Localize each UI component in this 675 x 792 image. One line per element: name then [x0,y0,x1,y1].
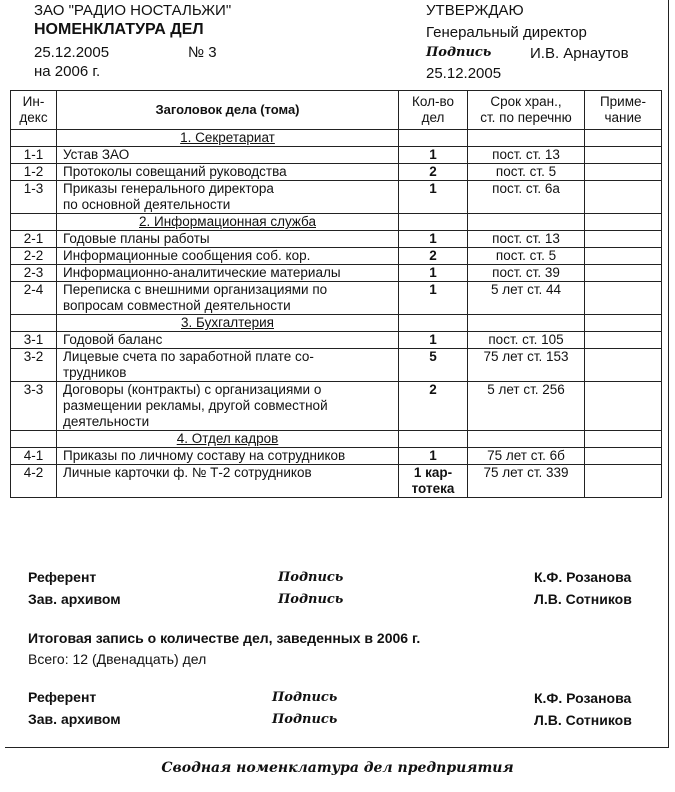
table-header-row [11,91,662,130]
sig2-sign-1: Подпись [272,690,338,705]
cell-count: 5 [399,349,468,382]
table-row [11,181,662,214]
cell-count: 2 [399,382,468,431]
cell-note [585,465,662,498]
nomenclature-table [10,90,662,498]
sig2-role-2: Зав. архивом [28,711,121,727]
cell-index: 4-2 [11,465,57,498]
cell-count: 2 [399,164,468,181]
cell-index: 2-1 [11,231,57,248]
sig1-name-1: К.Ф. Розанова [534,569,632,585]
cell-title: Приказы генерального директора по основной деятельности [57,181,399,214]
table-row [11,147,662,164]
section-index-cell [11,431,57,448]
cell-note [585,332,662,349]
approve-label: УТВЕРЖДАЮ [426,2,524,19]
table-row [11,265,662,282]
cell-title: Лицевые счета по заработной плате со- трудников [57,349,399,382]
cell-count: 1 [399,282,468,315]
cell-term: пост. ст. 5 [468,164,585,181]
sig1-name-2: Л.В. Сотников [534,591,632,607]
cell-index: 3-1 [11,332,57,349]
cell-note [585,181,662,214]
empty-cell [585,431,662,448]
sig2-name-2: Л.В. Сотников [534,712,632,728]
header-index: Ин- декс [11,91,57,130]
approver-name: И.В. Арнаутов [530,45,629,62]
approver-position: Генеральный директор [426,24,587,41]
cell-count: 1 [399,265,468,282]
cell-index: 4-1 [11,448,57,465]
section-title-cell [57,214,399,231]
sig2-role-1: Референт [28,689,97,705]
cell-count: 1 [399,181,468,214]
empty-cell [468,130,585,147]
section-title: 4. Отдел кадров [176,431,279,446]
cell-index: 1-1 [11,147,57,164]
cell-term: 5 лет ст. 256 [468,382,585,431]
cell-term: пост. ст. 6а [468,181,585,214]
doc-title: НОМЕНКЛАТУРА ДЕЛ [34,21,204,38]
cell-title: Информационные сообщения соб. кор. [57,248,399,265]
cell-term: 75 лет ст. 339 [468,465,585,498]
summary-line-2: Всего: 12 (Двенадцать) дел [28,651,207,667]
sig1-sign-1: Подпись [278,570,344,585]
cell-note [585,282,662,315]
table-row [11,349,662,382]
cell-title: Годовые планы работы [57,231,399,248]
cell-term: пост. ст. 13 [468,231,585,248]
cell-title: Договоры (контракты) с организациями о размещении рекламы, другой совместной деятельности [57,382,399,431]
cell-note [585,349,662,382]
empty-cell [468,315,585,332]
table-row [11,382,662,431]
cell-count: 1 [399,332,468,349]
section-title-cell [57,130,399,147]
section-title: 1. Секретариат [180,130,275,145]
cell-index: 2-2 [11,248,57,265]
cell-title: Приказы по личному составу на сотрудников [57,448,399,465]
cell-term: 75 лет ст. 153 [468,349,585,382]
cell-count: 2 [399,248,468,265]
cell-index: 2-4 [11,282,57,315]
empty-cell [585,130,662,147]
cell-index: 1-3 [11,181,57,214]
cell-index: 1-2 [11,164,57,181]
section-index-cell [11,315,57,332]
table-row [11,465,662,498]
cell-term: пост. ст. 13 [468,147,585,164]
section-title-cell [57,315,399,332]
empty-cell [399,130,468,147]
cell-count: 1 кар- тотека [399,465,468,498]
section-row [11,315,662,332]
empty-cell [468,431,585,448]
approve-date: 25.12.2005 [426,65,502,82]
table-row [11,248,662,265]
cell-count: 1 [399,231,468,248]
header-title: Заголовок дела (тома) [57,91,399,130]
cell-note [585,231,662,248]
cell-title: Переписка с внешними организациями по вопросам совместной деятельности [57,282,399,315]
cell-note [585,164,662,181]
sig2-sign-2: Подпись [272,712,338,727]
cell-term: пост. ст. 5 [468,248,585,265]
cell-note [585,265,662,282]
sig1-sign-2: Подпись [278,592,344,607]
doc-date: 25.12.2005 [34,44,110,61]
header-term: Срок хран., ст. по перечню [468,91,585,130]
section-title: 2. Информационная служба [139,214,316,229]
cell-title: Годовой баланс [57,332,399,349]
cell-index: 3-3 [11,382,57,431]
table-row [11,282,662,315]
section-row [11,130,662,147]
summary-line-1: Итоговая запись о количестве дел, заведенных в 2006 г. [28,630,421,646]
header-count: Кол-во дел [399,91,468,130]
cell-index: 2-3 [11,265,57,282]
table-body [11,130,662,498]
table-row [11,448,662,465]
header-note: Приме- чание [585,91,662,130]
empty-cell [468,214,585,231]
approver-signature: Подпись [426,45,492,60]
section-index-cell [11,130,57,147]
cell-title: Личные карточки ф. № Т-2 сотрудников [57,465,399,498]
section-title-cell [57,431,399,448]
section-index-cell [11,214,57,231]
empty-cell [585,315,662,332]
doc-year: на 2006 г. [34,63,101,80]
cell-term: 5 лет ст. 44 [468,282,585,315]
cell-title: Информационно-аналитические материалы [57,265,399,282]
cell-index: 3-2 [11,349,57,382]
cell-note [585,248,662,265]
cell-note [585,382,662,431]
empty-cell [399,214,468,231]
empty-cell [585,214,662,231]
doc-number: № 3 [188,44,217,61]
empty-cell [399,431,468,448]
figure-caption: Сводная номенклатура дел предприятия [161,760,514,776]
sig1-role-1: Референт [28,569,97,585]
table-row [11,332,662,349]
cell-title: Устав ЗАО [57,147,399,164]
cell-count: 1 [399,147,468,164]
sig1-role-2: Зав. архивом [28,591,121,607]
table-row [11,231,662,248]
empty-cell [399,315,468,332]
cell-title: Протоколы совещаний руководства [57,164,399,181]
cell-count: 1 [399,448,468,465]
sig2-name-1: К.Ф. Розанова [534,690,632,706]
org-name: ЗАО "РАДИО НОСТАЛЬЖИ" [34,2,232,19]
cell-note [585,147,662,164]
cell-term: пост. ст. 39 [468,265,585,282]
cell-note [585,448,662,465]
section-title: 3. Бухгалтерия [181,315,274,330]
cell-term: пост. ст. 105 [468,332,585,349]
table-row [11,164,662,181]
section-row [11,214,662,231]
cell-term: 75 лет ст. 6б [468,448,585,465]
section-row [11,431,662,448]
